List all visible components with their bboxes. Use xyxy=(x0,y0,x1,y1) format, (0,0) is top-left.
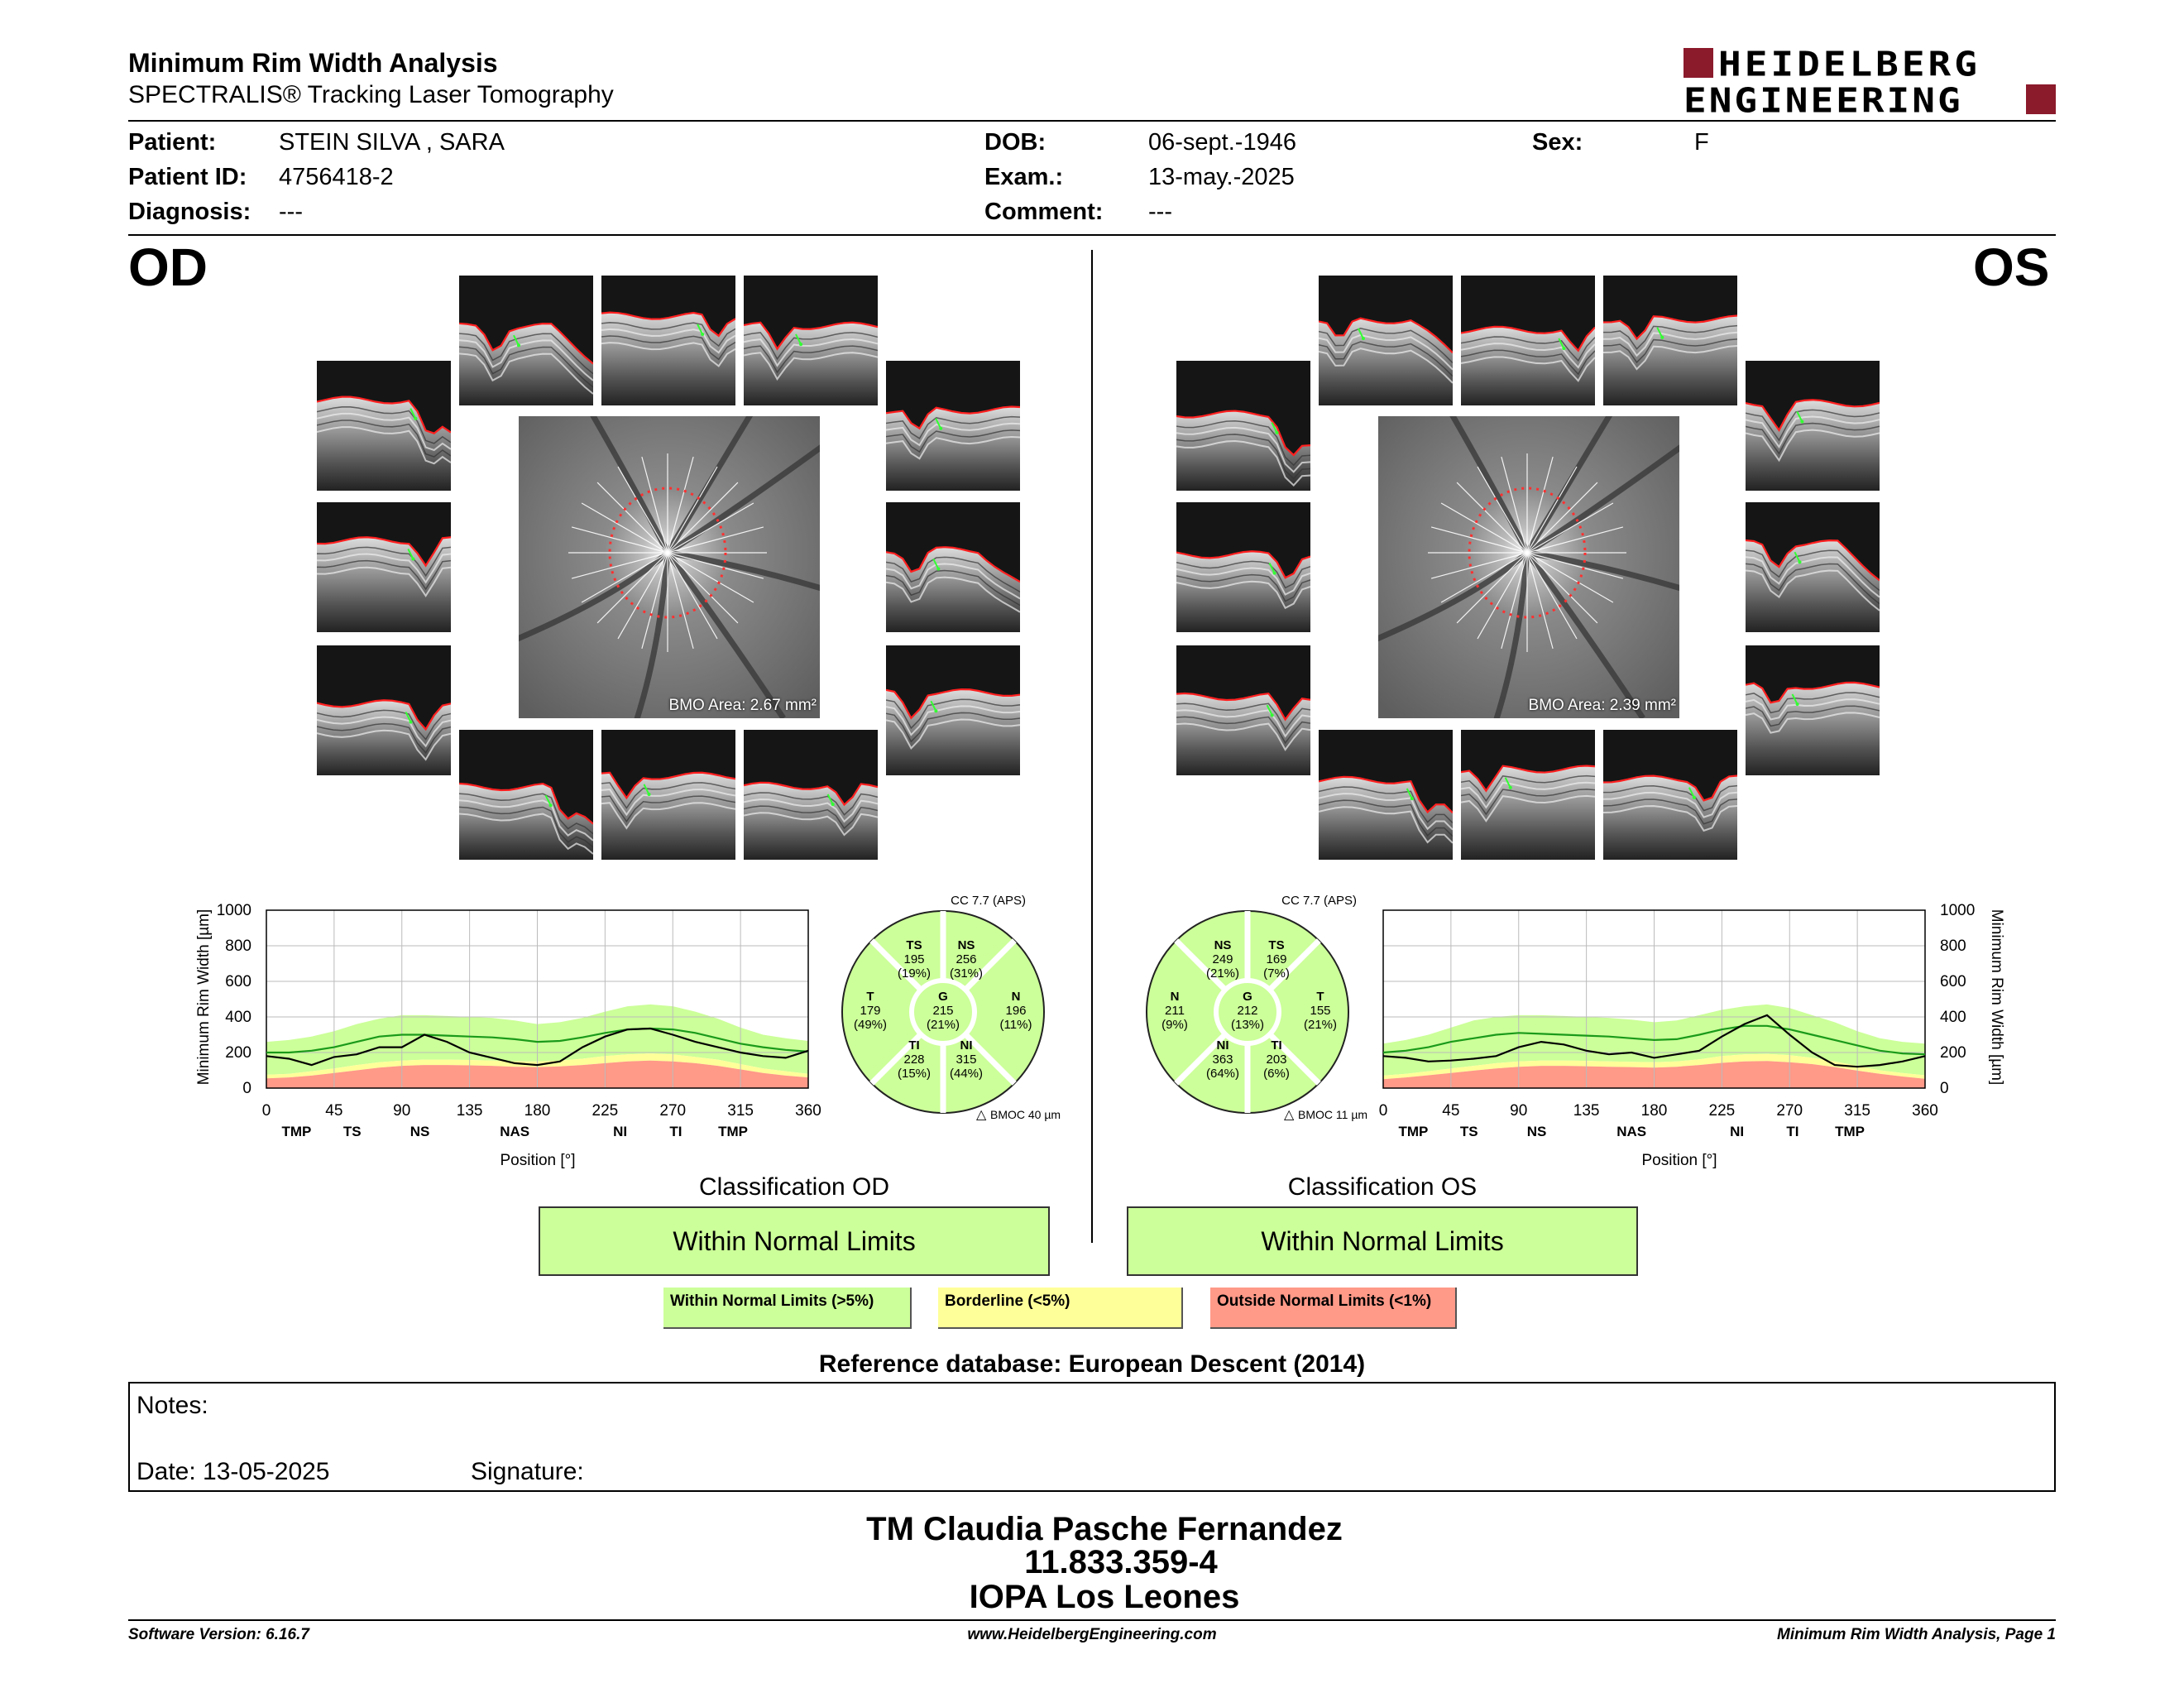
divider-patient xyxy=(128,234,2056,236)
od-eye-label: OD xyxy=(128,237,208,297)
sector-g-text: (13%) xyxy=(1230,1018,1265,1032)
od-bscan xyxy=(886,502,1020,632)
od-bscan xyxy=(886,645,1020,775)
sector-label: TMP xyxy=(1835,1124,1865,1139)
x-tick-label: 0 xyxy=(261,1102,271,1120)
od-bscan xyxy=(601,276,735,405)
diagnosis-value: --- xyxy=(279,199,303,225)
os-classification-box xyxy=(1127,1206,1638,1276)
footer-software: Software Version: 6.16.7 xyxy=(128,1626,309,1643)
logo-square-top xyxy=(1684,48,1713,78)
operator-institution: IOPA Los Leones xyxy=(969,1579,1240,1615)
od-classification-title: Classification OD xyxy=(698,1173,890,1201)
os-xlabel: Position [°] xyxy=(1641,1152,1717,1169)
os-bscan xyxy=(1176,502,1310,632)
sector-ns-text: (31%) xyxy=(949,966,984,981)
notes-box[interactable] xyxy=(128,1382,2056,1492)
sector-ns-text: (21%) xyxy=(1205,966,1240,981)
x-tick-label: 180 xyxy=(1640,1102,1668,1120)
x-tick-label: 45 xyxy=(325,1102,343,1120)
sector-ns-text: NS xyxy=(957,938,975,952)
divider-footer xyxy=(128,1619,2056,1621)
x-tick-label: 90 xyxy=(1510,1102,1528,1120)
sector-t-text: (21%) xyxy=(1303,1018,1338,1032)
od-ylabel: Minimum Rim Width [µm] xyxy=(195,909,213,1086)
y-tick-label: 400 xyxy=(1940,1009,1966,1026)
os-bscan xyxy=(1176,361,1310,491)
od-xlabel: Position [°] xyxy=(500,1152,576,1169)
y-tick-label: 400 xyxy=(225,1009,251,1026)
y-tick-label: 1000 xyxy=(216,902,251,919)
operator-name: TM Claudia Pasche Fernandez xyxy=(866,1511,1343,1547)
sector-g-text: (21%) xyxy=(926,1018,960,1032)
sector-ti-text: TI xyxy=(1271,1038,1282,1053)
os-bscan xyxy=(1461,730,1595,860)
od-bmo-area: BMO Area: 2.67 mm² xyxy=(668,697,817,714)
sector-n-text: (9%) xyxy=(1161,1018,1188,1032)
sector-ni-text: (64%) xyxy=(1205,1067,1240,1081)
os-sector-chart xyxy=(1132,890,1372,1125)
notes-label: Notes: xyxy=(136,1392,208,1419)
y-tick-label: 800 xyxy=(1940,938,1966,955)
notes-date: Date: 13-05-2025 xyxy=(136,1458,330,1485)
dob-label: DOB: xyxy=(984,129,1046,156)
od-bscan xyxy=(317,361,451,491)
od-sector-chart xyxy=(827,890,1067,1125)
sector-g-text: G xyxy=(1243,990,1252,1004)
logo-line-1: HEIDELBERG xyxy=(1718,43,1980,84)
y-tick-label: 0 xyxy=(242,1080,251,1097)
sector-ti-text: 203 xyxy=(1266,1053,1287,1067)
footer-website: www.HeidelbergEngineering.com xyxy=(967,1626,1217,1643)
sector-ts-text: (7%) xyxy=(1263,966,1290,981)
operator-id: 11.833.359-4 xyxy=(1024,1544,1218,1580)
sector-ti-text: 228 xyxy=(903,1053,925,1067)
os-classification-value: Within Normal Limits xyxy=(1261,1225,1504,1256)
sector-ts-text: TS xyxy=(906,938,922,952)
sector-ti-text: (6%) xyxy=(1263,1067,1290,1081)
sector-label: TMP xyxy=(281,1124,312,1139)
patient-id-label: Patient ID: xyxy=(128,164,247,190)
sector-t-text: T xyxy=(1316,990,1324,1004)
sex-label: Sex: xyxy=(1532,129,1583,156)
os-bscan xyxy=(1603,276,1737,405)
od-bscan xyxy=(601,730,735,860)
os-cc-label: CC 7.7 (APS) xyxy=(1281,894,1357,908)
exam-label: Exam.: xyxy=(984,164,1064,190)
legend-normal: Within Normal Limits (>5%) xyxy=(663,1288,912,1329)
od-delta-icon: △ xyxy=(976,1108,987,1122)
y-tick-label: 800 xyxy=(225,938,251,955)
sector-label: TS xyxy=(1459,1124,1478,1139)
divider-top xyxy=(128,120,2056,122)
od-classification-value: Within Normal Limits xyxy=(673,1225,916,1256)
sector-n-text: N xyxy=(1170,990,1180,1004)
od-classification-box xyxy=(539,1206,1050,1276)
sex-value: F xyxy=(1694,129,1709,156)
sector-ts-text: 169 xyxy=(1266,952,1287,966)
x-tick-label: 270 xyxy=(659,1102,687,1120)
x-tick-label: 90 xyxy=(393,1102,411,1120)
os-classification-title: Classification OS xyxy=(1287,1173,1478,1201)
sector-ti-text: TI xyxy=(908,1038,920,1053)
y-tick-label: 600 xyxy=(1940,973,1966,990)
od-bscan xyxy=(744,276,878,405)
x-tick-label: 270 xyxy=(1776,1102,1803,1120)
od-bscan xyxy=(317,645,451,775)
os-bscan xyxy=(1319,730,1453,860)
notes-signature: Signature: xyxy=(471,1458,584,1485)
os-delta-label: BMOC 11 µm xyxy=(1298,1108,1368,1121)
sector-label: TI xyxy=(669,1124,682,1139)
sector-label: TI xyxy=(1786,1124,1799,1139)
legend-borderline: Borderline (<5%) xyxy=(938,1288,1183,1329)
sector-label: TMP xyxy=(718,1124,748,1139)
od-bscan xyxy=(459,276,593,405)
sector-n-text: (11%) xyxy=(999,1018,1032,1032)
y-tick-label: 200 xyxy=(1940,1044,1966,1062)
sector-g-text: 212 xyxy=(1237,1004,1258,1018)
report-title: Minimum Rim Width Analysis xyxy=(128,48,498,78)
comment-label: Comment: xyxy=(984,199,1104,225)
sector-label: NI xyxy=(613,1124,628,1139)
os-bscan xyxy=(1746,645,1880,775)
sector-g-text: G xyxy=(938,990,948,1004)
sector-ts-text: TS xyxy=(1268,938,1285,952)
os-bscan xyxy=(1746,502,1880,632)
os-eye-label: OS xyxy=(1973,237,2050,297)
y-tick-label: 1000 xyxy=(1940,902,1976,919)
sector-ni-text: NI xyxy=(1216,1038,1229,1053)
od-cc-label: CC 7.7 (APS) xyxy=(951,894,1026,908)
os-ylabel: Minimum Rim Width [µm] xyxy=(1988,909,2005,1086)
sector-label: NAS xyxy=(500,1124,530,1139)
sector-label: TMP xyxy=(1398,1124,1429,1139)
sector-n-text: 196 xyxy=(1005,1004,1027,1018)
os-fundus-image xyxy=(1378,416,1679,718)
os-bscan xyxy=(1746,361,1880,491)
patient-id-value: 4756418-2 xyxy=(279,164,394,190)
x-tick-label: 135 xyxy=(1573,1102,1600,1120)
dob-value: 06-sept.-1946 xyxy=(1148,129,1296,156)
sector-ns-text: NS xyxy=(1214,938,1232,952)
y-tick-label: 0 xyxy=(1940,1080,1949,1097)
sector-ni-text: (44%) xyxy=(949,1067,984,1081)
sector-label: NS xyxy=(1526,1124,1547,1139)
sector-ts-text: 195 xyxy=(903,952,925,966)
sector-n-text: 211 xyxy=(1165,1004,1185,1018)
eye-divider xyxy=(1091,250,1093,1243)
logo-square-bottom xyxy=(2026,84,2056,114)
report-subtitle: SPECTRALIS® Tracking Laser Tomography xyxy=(128,81,614,108)
os-mrw-graph xyxy=(1357,890,2010,1171)
od-bscan xyxy=(317,502,451,632)
os-bscan xyxy=(1176,645,1310,775)
od-bscan xyxy=(886,361,1020,491)
legend-outside: Outside Normal Limits (<1%) xyxy=(1210,1288,1457,1329)
x-tick-label: 315 xyxy=(727,1102,754,1120)
diagnosis-label: Diagnosis: xyxy=(128,199,251,225)
os-bscan xyxy=(1319,276,1453,405)
x-tick-label: 315 xyxy=(1844,1102,1870,1120)
x-tick-label: 0 xyxy=(1378,1102,1388,1120)
sector-ni-text: 363 xyxy=(1212,1053,1233,1067)
sector-label: TS xyxy=(342,1124,362,1139)
od-mrw-graph xyxy=(190,890,827,1171)
y-tick-label: 600 xyxy=(225,973,251,990)
footer-page: Minimum Rim Width Analysis, Page 1 xyxy=(1777,1626,2056,1643)
x-tick-label: 225 xyxy=(1708,1102,1736,1120)
patient-value: STEIN SILVA , SARA xyxy=(279,129,505,156)
sector-label: NS xyxy=(410,1124,430,1139)
sector-ni-text: 315 xyxy=(956,1053,977,1067)
sector-ns-text: 256 xyxy=(956,952,977,966)
logo-line-2: ENGINEERING xyxy=(1684,79,1963,121)
comment-value: --- xyxy=(1148,199,1172,225)
sector-n-text: N xyxy=(1011,990,1021,1004)
patient-label: Patient: xyxy=(128,129,217,156)
x-tick-label: 360 xyxy=(1912,1102,1938,1120)
sector-ns-text: 249 xyxy=(1212,952,1233,966)
os-bscan xyxy=(1461,276,1595,405)
heidelberg-logo xyxy=(1684,43,2056,121)
sector-label: NAS xyxy=(1616,1124,1647,1139)
od-bscan xyxy=(459,730,593,860)
sector-ni-text: NI xyxy=(960,1038,973,1053)
exam-value: 13-may.-2025 xyxy=(1148,164,1295,190)
sector-t-text: 179 xyxy=(860,1004,881,1018)
sector-t-text: T xyxy=(866,990,874,1004)
x-tick-label: 135 xyxy=(456,1102,483,1120)
x-tick-label: 225 xyxy=(592,1102,619,1120)
x-tick-label: 45 xyxy=(1442,1102,1460,1120)
od-bscan xyxy=(744,730,878,860)
os-bscan xyxy=(1603,730,1737,860)
sector-t-text: (49%) xyxy=(853,1018,888,1032)
sector-t-text: 155 xyxy=(1310,1004,1331,1018)
reference-database: Reference database: European Descent (2014) xyxy=(818,1350,1366,1378)
od-fundus-image xyxy=(519,416,820,718)
sector-ti-text: (15%) xyxy=(897,1067,932,1081)
y-tick-label: 200 xyxy=(225,1044,251,1062)
x-tick-label: 360 xyxy=(795,1102,821,1120)
sector-label: NI xyxy=(1730,1124,1745,1139)
os-delta-icon: △ xyxy=(1284,1108,1295,1122)
sector-ts-text: (19%) xyxy=(897,966,932,981)
sector-g-text: 215 xyxy=(932,1004,954,1018)
od-delta-label: BMOC 40 µm xyxy=(990,1108,1061,1121)
os-bmo-area: BMO Area: 2.39 mm² xyxy=(1528,697,1676,714)
x-tick-label: 180 xyxy=(524,1102,551,1120)
